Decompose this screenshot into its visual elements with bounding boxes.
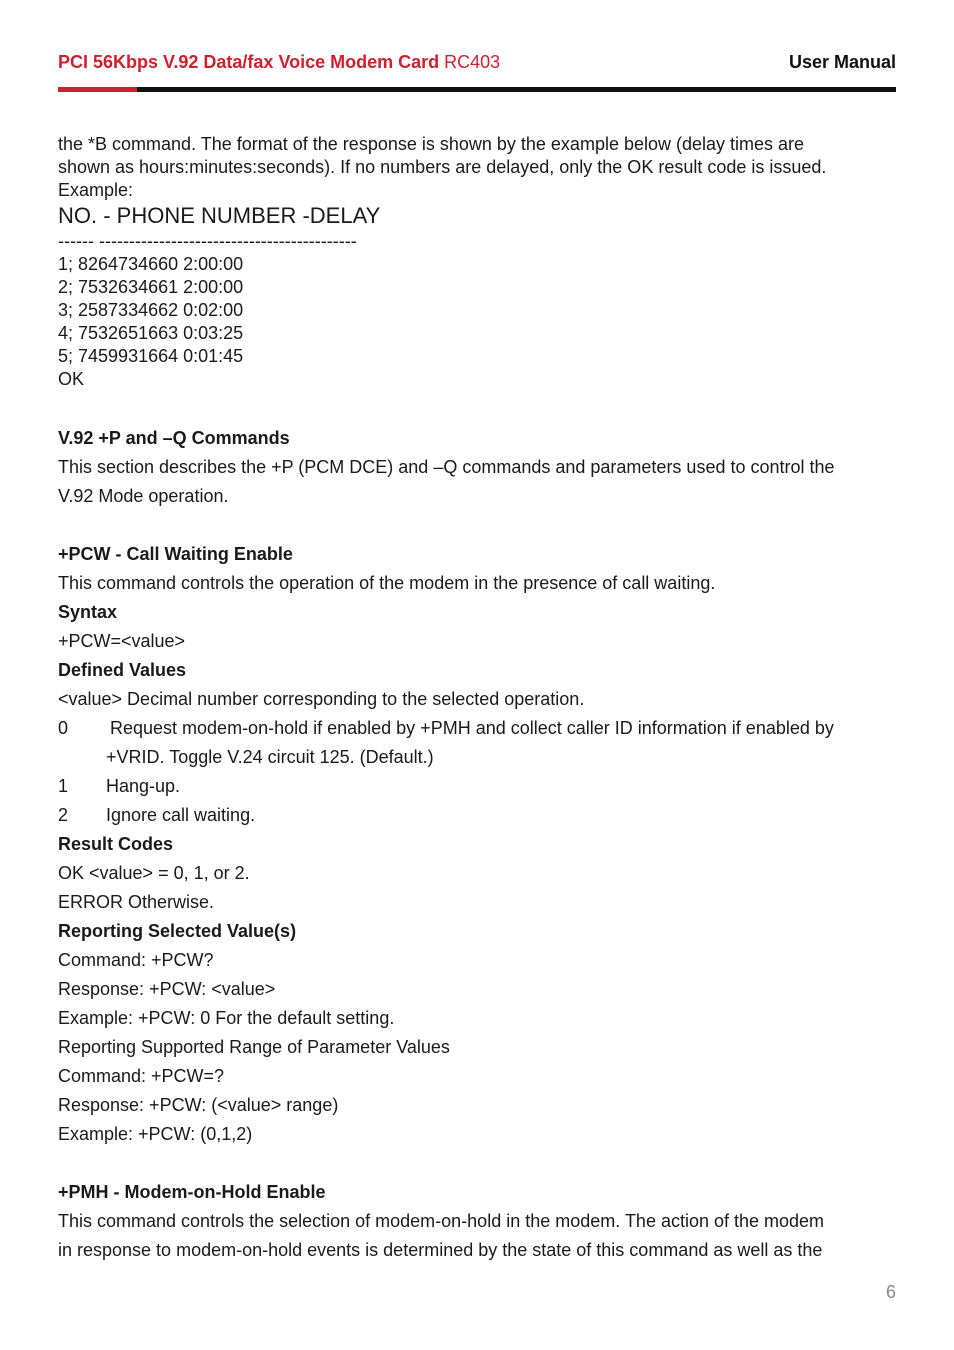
value-number: 1 (58, 776, 69, 796)
section-heading-v92: V.92 +P and –Q Commands (58, 428, 290, 448)
pmh-line: This command controls the selection of modem-on-hold in the modem. The action of the modem (58, 1211, 825, 1231)
header-rule-accent (58, 87, 137, 92)
reporting-line: Example: +PCW: (0,1,2) (58, 1124, 253, 1144)
section-heading-pcw: +PCW - Call Waiting Enable (58, 544, 293, 564)
pcw-description: This command controls the operation of the modem in the presence of call waiting. (58, 573, 716, 593)
page-number: 6 (885, 1282, 896, 1302)
reporting-heading: Reporting Selected Value(s) (58, 921, 297, 941)
value-text: Hang-up. (106, 776, 181, 796)
product-name: PCI 56Kbps V.92 Data/fax Voice Modem Card (58, 52, 440, 72)
delay-row: 1; 8264734660 2:00:00 (58, 254, 244, 274)
reporting-line: Command: +PCW=? (58, 1066, 225, 1086)
product-title (58, 52, 500, 73)
delay-row: 3; 2587334662 0:02:00 (58, 300, 244, 320)
value-text: Ignore call waiting. (106, 805, 256, 825)
delay-row: 2; 7532634661 2:00:00 (58, 277, 244, 297)
delay-table-heading: NO. - PHONE NUMBER -DELAY (58, 203, 381, 228)
page-header (58, 52, 896, 78)
value-text: Request modem-on-hold if enabled by +PMH and collect caller ID information if enabled by +VRID. Toggle V.24 circuit 125. (Default.) (106, 718, 834, 767)
intro-line: the *B command. The format of the response is shown by the example below (delay times are (58, 134, 805, 154)
syntax-heading: Syntax (58, 602, 118, 622)
delay-table (58, 253, 898, 391)
v92-line: V.92 Mode operation. (58, 486, 229, 506)
manual-label: User Manual (788, 52, 896, 72)
value-number: 2 (58, 805, 69, 825)
delay-row-ok: OK (58, 369, 85, 389)
reporting-line: Response: +PCW: (<value> range) (58, 1095, 339, 1115)
value-number: 0 (58, 718, 69, 738)
section-heading-pmh: +PMH - Modem-on-Hold Enable (58, 1182, 326, 1202)
page-content (58, 133, 898, 1265)
value-item (58, 801, 898, 830)
value-item (58, 772, 898, 801)
reporting-line: Response: +PCW: <value> (58, 979, 276, 999)
delay-table-divider: ------ ------------------------------------------- (58, 231, 357, 251)
product-model: RC403 (444, 52, 501, 72)
reporting-line: Reporting Supported Range of Parameter Values (58, 1037, 450, 1057)
value-item (58, 714, 898, 772)
result-code: ERROR Otherwise. (58, 892, 215, 912)
pmh-line: in response to modem-on-hold events is determined by the state of this command as well as the (58, 1240, 823, 1260)
v92-line: This section describes the +P (PCM DCE) and –Q commands and parameters used to control the (58, 457, 835, 477)
intro-line: shown as hours:minutes:seconds). If no numbers are delayed, only the OK result code is issued. (58, 157, 827, 177)
syntax-text: +PCW=<value> (58, 631, 186, 651)
reporting-line: Command: +PCW? (58, 950, 214, 970)
defined-values-text: <value> Decimal number corresponding to the selected operation. (58, 689, 585, 709)
delay-row: 5; 7459931664 0:01:45 (58, 346, 244, 366)
defined-values-heading: Defined Values (58, 660, 187, 680)
result-code: OK <value> = 0, 1, or 2. (58, 863, 250, 883)
result-codes-heading: Result Codes (58, 834, 174, 854)
header-rule (137, 87, 896, 92)
intro-line: Example: (58, 180, 134, 200)
reporting-line: Example: +PCW: 0 For the default setting. (58, 1008, 395, 1028)
delay-row: 4; 7532651663 0:03:25 (58, 323, 244, 343)
